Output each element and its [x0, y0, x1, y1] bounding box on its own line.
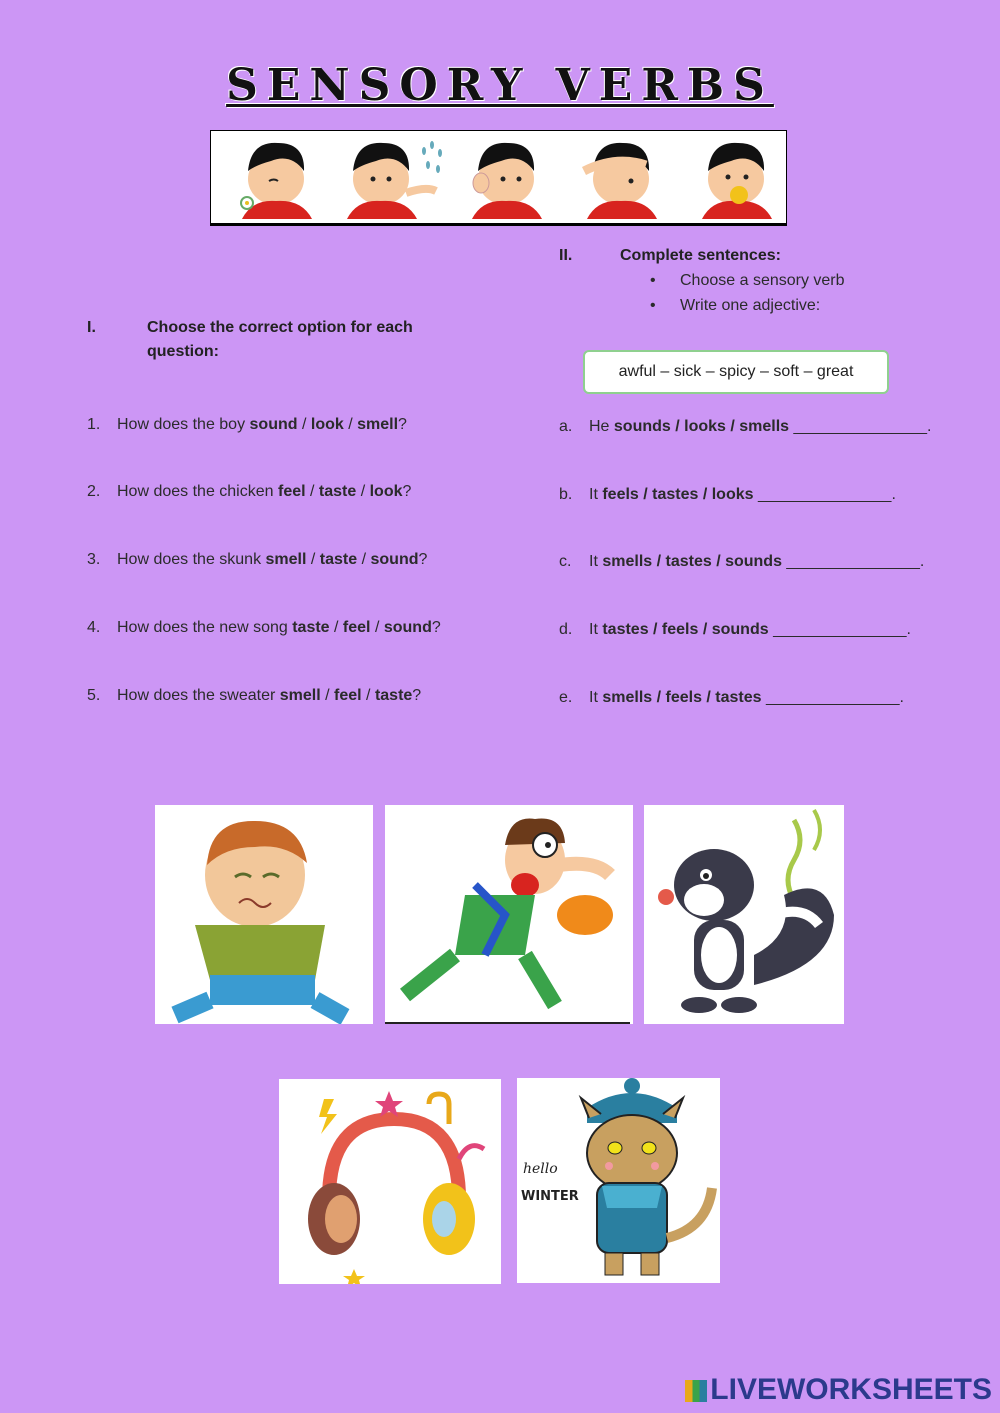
- sentence-b: [559, 486, 896, 504]
- option[interactable]: sound: [370, 551, 419, 568]
- verb-options[interactable]: smells / feels / tastes: [602, 689, 762, 706]
- sentence-subject: He: [589, 418, 614, 435]
- sentence-c: [559, 553, 924, 571]
- question-text: How does the boy: [117, 416, 250, 433]
- option[interactable]: taste: [292, 619, 330, 636]
- question-text: How does the new song: [117, 619, 293, 636]
- question-5: 5. How does the sweater smell / feel / taste?: [87, 687, 422, 704]
- sick-boy-image: [155, 805, 373, 1024]
- boy-smelling-flower-image: [241, 143, 313, 219]
- option[interactable]: smell: [279, 687, 321, 704]
- cat-caption-winter: WINTER: [521, 1189, 579, 1204]
- question-end: ?: [412, 687, 422, 704]
- sentence-letter: d.: [559, 621, 573, 638]
- word-bank: awful – sick – spicy – soft – great: [583, 350, 889, 394]
- question-3: 3. How does the skunk smell / taste / sound?: [87, 551, 428, 568]
- sentence-subject: It: [589, 621, 603, 638]
- section-1-heading-line2: question:: [147, 343, 219, 360]
- question-text: How does the chicken: [117, 483, 278, 500]
- option[interactable]: smell: [357, 416, 399, 433]
- option[interactable]: look: [369, 483, 403, 500]
- sentence-subject: It: [589, 486, 603, 503]
- section-2-bullet: • Write one adjective:: [650, 297, 821, 314]
- option[interactable]: smell: [265, 551, 307, 568]
- section-1-heading-line1: Choose the correct option for each: [147, 319, 413, 336]
- answer-blank[interactable]: _______________.: [768, 621, 911, 638]
- question-end: ?: [431, 619, 441, 636]
- boy-feeling-rain-image: [346, 141, 442, 219]
- section-2-bullet: • Choose a sensory verb: [650, 272, 845, 289]
- question-text: How does the skunk: [117, 551, 266, 568]
- question-number: 5.: [87, 687, 101, 704]
- sentence-letter: e.: [559, 689, 573, 706]
- smelly-skunk-image: [644, 805, 844, 1024]
- question-end: ?: [398, 416, 407, 433]
- question-text: How does the sweater: [117, 687, 280, 704]
- option[interactable]: feel: [277, 483, 306, 500]
- sentence-letter: a.: [559, 418, 573, 435]
- answer-blank[interactable]: _______________.: [789, 418, 932, 435]
- question-4: 4. How does the new song taste / feel / sound?: [87, 619, 441, 636]
- sentence-a: [559, 418, 931, 436]
- boy-listening-image: [471, 143, 543, 219]
- sentence-letter: b.: [559, 486, 573, 503]
- answer-blank[interactable]: _______________.: [761, 689, 904, 706]
- option[interactable]: sound: [383, 619, 432, 636]
- sentence-e: [559, 689, 904, 707]
- question-number: 2.: [87, 483, 101, 500]
- headphones-music-image: [279, 1079, 501, 1284]
- sentence-subject: It: [589, 553, 603, 570]
- section-2-numeral: II.: [559, 247, 573, 264]
- verb-options[interactable]: feels / tastes / looks: [602, 486, 754, 503]
- question-1: 1. How does the boy sound / look / smell?: [87, 416, 407, 433]
- option[interactable]: feel: [334, 687, 362, 704]
- senses-illustration-strip: [210, 130, 787, 226]
- section-1-numeral: I.: [87, 319, 96, 336]
- man-eating-spicy-chicken-image: [385, 805, 633, 1024]
- page-title: SENSORY VERBS: [226, 60, 774, 111]
- question-end: ?: [418, 551, 428, 568]
- question-2: 2. How does the chicken feel / taste / look?: [87, 483, 412, 500]
- answer-blank[interactable]: _______________.: [781, 553, 925, 570]
- liveworksheets-logo[interactable]: LIVEWORKSHEETS: [685, 1373, 992, 1407]
- option[interactable]: look: [310, 416, 344, 433]
- cat-caption-hello: hello: [523, 1161, 558, 1177]
- option[interactable]: taste: [319, 551, 358, 568]
- option[interactable]: taste: [374, 687, 413, 704]
- section-2-heading: Complete sentences:: [620, 247, 781, 264]
- verb-options[interactable]: tastes / feels / sounds: [602, 621, 769, 638]
- question-number: 4.: [87, 619, 101, 636]
- sentence-d: [559, 621, 911, 639]
- boy-tasting-fruit-image: [701, 143, 773, 219]
- question-number: 1.: [87, 416, 101, 433]
- cat-in-winter-sweater-image: [517, 1078, 720, 1283]
- verb-options[interactable]: sounds / looks / smells: [613, 418, 790, 435]
- boy-looking-image: [584, 143, 658, 219]
- question-number: 3.: [87, 551, 101, 568]
- option[interactable]: feel: [342, 619, 371, 636]
- verb-options[interactable]: smells / tastes / sounds: [602, 553, 782, 570]
- question-end: ?: [402, 483, 412, 500]
- sentence-subject: It: [589, 689, 603, 706]
- sentence-letter: c.: [559, 553, 572, 570]
- option[interactable]: taste: [318, 483, 357, 500]
- live-badge: [685, 1380, 707, 1402]
- answer-blank[interactable]: _______________.: [753, 486, 896, 503]
- option[interactable]: sound: [249, 416, 298, 433]
